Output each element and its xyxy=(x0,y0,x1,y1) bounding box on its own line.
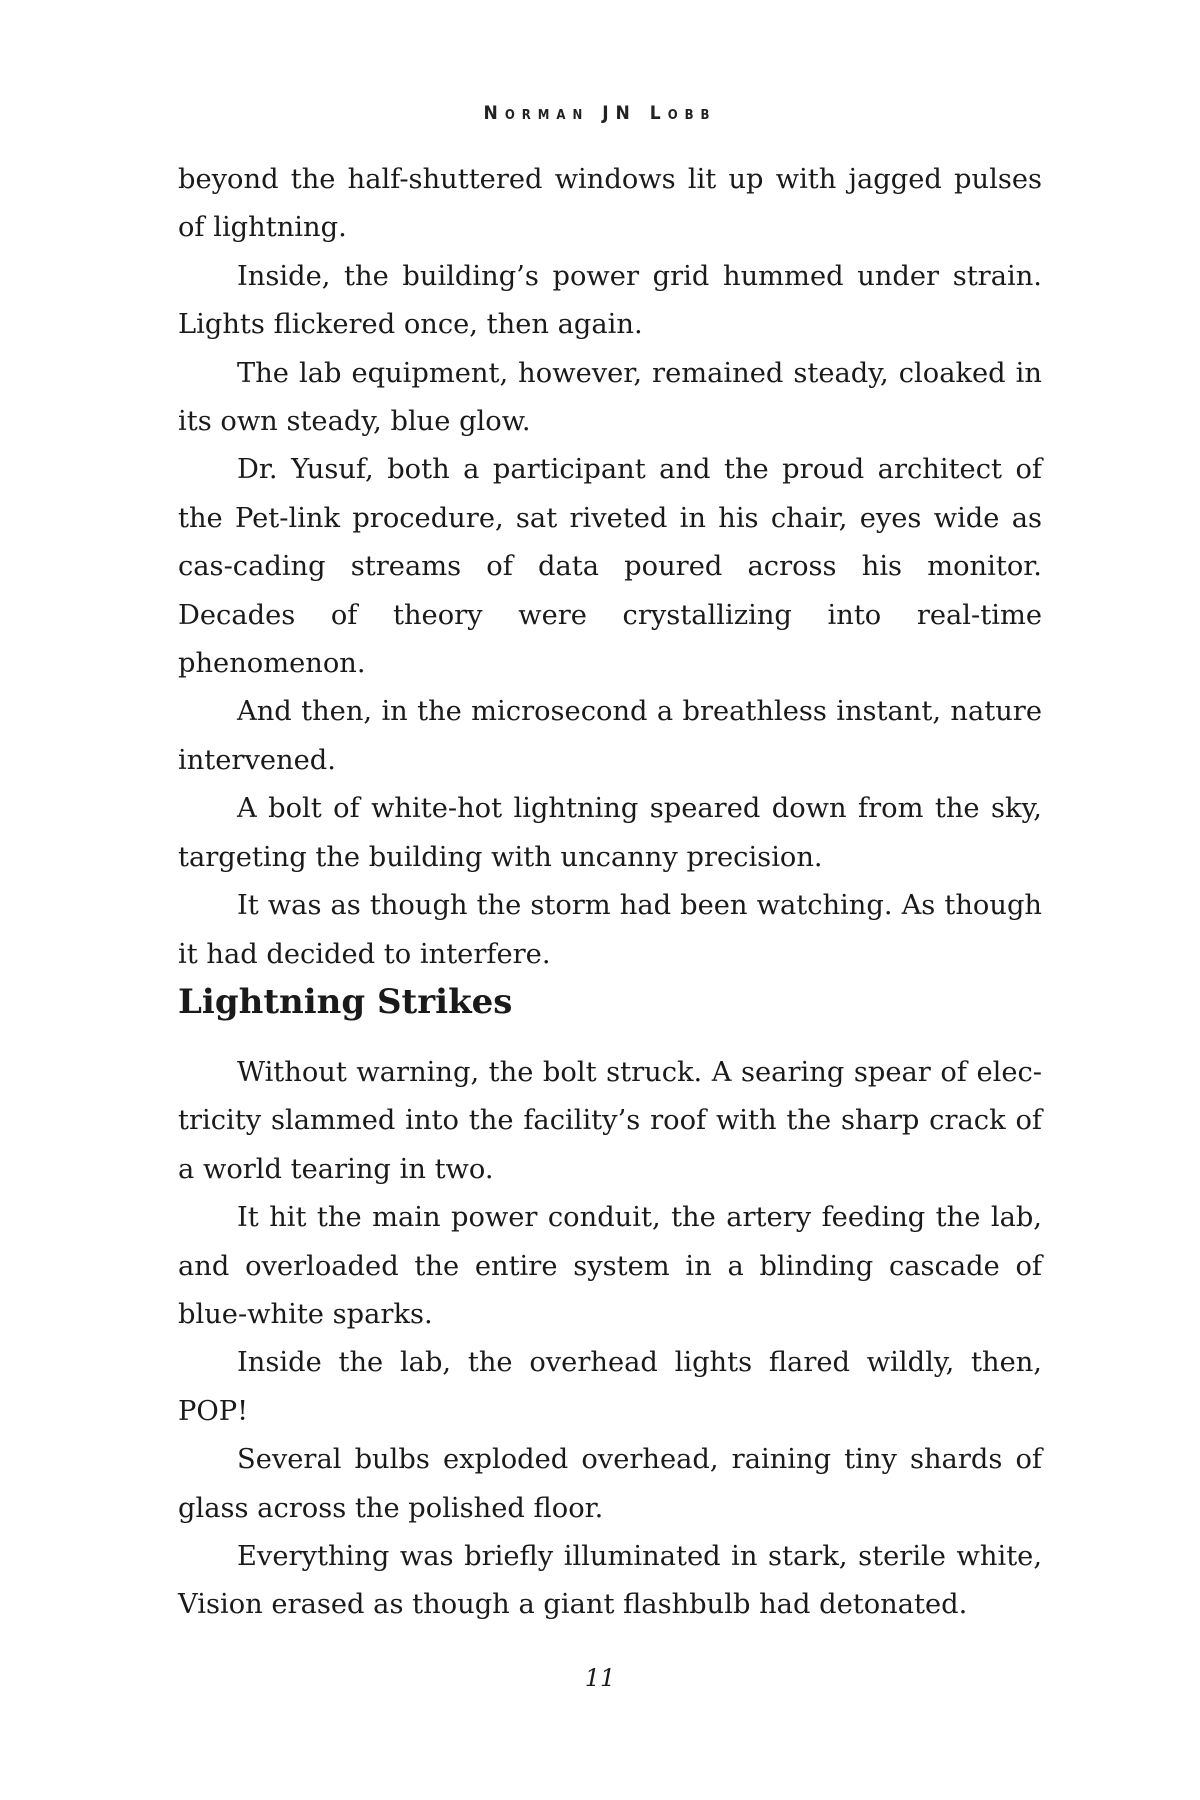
running-head: Norman JN Lobb xyxy=(483,102,717,124)
paragraph: A bolt of white-hot lightning speared down from the sky, targeting the building with uncanny precision. xyxy=(178,793,1042,873)
body-text-section-2 xyxy=(178,1049,1042,1630)
paragraph: Several bulbs exploded overhead, raining tiny shards of glass across the polished floor. xyxy=(178,1444,1042,1524)
page-number: 11 xyxy=(584,1664,616,1692)
paragraph: The lab equipment, however, remained steady, cloaked in its own steady, blue glow. xyxy=(178,357,1042,438)
paragraph-continued: beyond the half-shuttered windows lit up with jagged pulses of lightning. xyxy=(178,164,1042,244)
paragraph: Everything was briefly illuminated in stark, sterile white, Vision erased as though a giant flashbulb had detonated. xyxy=(178,1541,1042,1621)
section-heading: Lightning Strikes xyxy=(178,982,513,1022)
paragraph: Inside the lab, the overhead lights flared wildly, then, POP! xyxy=(178,1347,1042,1427)
paragraph: Dr. Yusuf, both a participant and the proud architect of the Pet-link procedure, sat riveted in his chair, eyes wide as cas-cading streams of data poured across his monitor. Decades of theory were crystallizing into real-time phenomenon. xyxy=(178,454,1042,680)
paragraph: It hit the main power conduit, the artery feeding the lab, and overloaded the entire system in a blinding cascade of blue-white sparks. xyxy=(178,1202,1042,1331)
paragraph: Inside, the building’s power grid hummed under strain. Lights flickered once, then again. xyxy=(178,260,1042,341)
paragraph: Without warning, the bolt struck. A searing spear of elec-tricity slammed into the facility’s roof with the sharp crack of a world tearing in two. xyxy=(178,1057,1042,1185)
body-text-section-1 xyxy=(178,156,1042,979)
paragraph: It was as though the storm had been watching. As though it had decided to interfere. xyxy=(178,890,1042,970)
paragraph: And then, in the microsecond a breathless instant, nature intervened. xyxy=(178,696,1042,776)
